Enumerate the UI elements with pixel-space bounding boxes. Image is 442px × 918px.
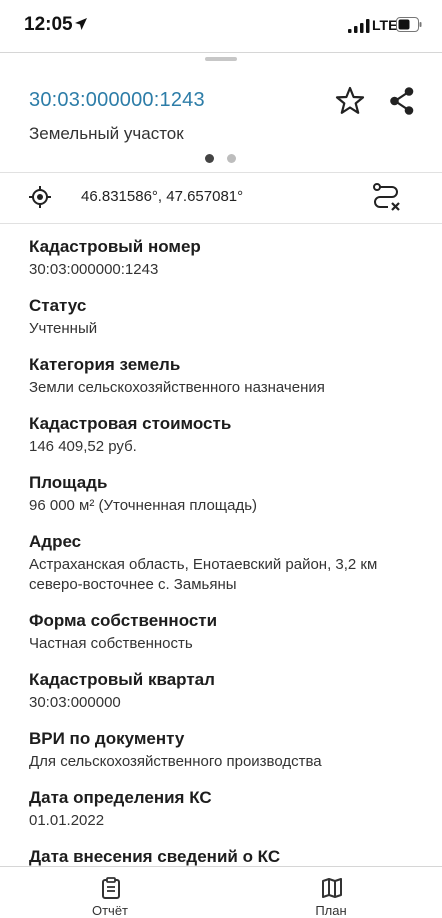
property-value: Земли сельскохозяйственного назначения <box>29 379 325 396</box>
property-label: Статус <box>29 296 87 315</box>
property-value[interactable]: 30:03:000000:1243 <box>29 261 159 278</box>
property-value: Учтенный <box>29 320 98 337</box>
property-value: 01.01.2022 <box>29 812 105 829</box>
property-label: Кадастровый номер <box>29 237 201 256</box>
property-item <box>29 609 429 654</box>
nav-label-report: Отчёт <box>91 903 129 918</box>
nav-item-report[interactable] <box>55 867 165 918</box>
property-item <box>29 412 429 457</box>
property-item <box>29 294 429 339</box>
coordinates-text: 46.831586°, 47.657081° <box>81 188 244 205</box>
property-label: Дата внесения сведений о КС <box>29 847 281 866</box>
star-icon[interactable] <box>334 85 366 117</box>
property-label: Форма собственности <box>29 611 218 630</box>
pager-dot[interactable] <box>227 154 236 163</box>
property-label: Категория земель <box>29 355 181 374</box>
property-label: Кадастровый квартал <box>29 670 215 689</box>
property-item <box>29 235 429 280</box>
property-label: Дата определения КС <box>29 788 212 807</box>
property-value: Для сельскохозяйственного производства <box>29 753 322 770</box>
status-time: 12:05 <box>24 14 73 35</box>
target-icon[interactable] <box>28 185 52 209</box>
property-item <box>29 786 429 831</box>
pager-dot-active[interactable] <box>205 154 214 163</box>
property-value: Астраханская область, Енотаевский район, 3,2 км северо-восточнее с. Замьяны <box>29 556 378 593</box>
status-bar <box>0 0 442 53</box>
map-icon <box>321 877 343 899</box>
property-label: Адрес <box>29 532 82 551</box>
property-item <box>29 727 429 772</box>
battery-icon <box>396 17 422 32</box>
cadastral-number-title[interactable]: 30:03:000000:1243 <box>29 89 205 111</box>
route-icon[interactable] <box>370 181 402 213</box>
property-item <box>29 353 429 398</box>
network-type: LTE <box>372 17 398 33</box>
property-value: Частная собственность <box>29 635 193 652</box>
signal-icon <box>348 19 370 33</box>
property-item <box>29 471 429 516</box>
property-value[interactable]: 30:03:000000 <box>29 694 121 711</box>
clipboard-icon <box>100 877 122 899</box>
sheet-drag-handle[interactable] <box>205 57 237 61</box>
property-value: 146 409,52 руб. <box>29 438 137 455</box>
object-type-subtitle: Земельный участок <box>29 124 184 143</box>
property-item <box>29 668 429 713</box>
property-list <box>29 235 429 904</box>
property-value: 96 000 м² (Уточненная площадь) <box>29 497 258 514</box>
property-item <box>29 530 429 595</box>
nav-label-plan: План <box>315 903 347 918</box>
location-arrow-icon <box>74 17 88 31</box>
coordinates-row[interactable] <box>0 172 442 224</box>
property-label: ВРИ по документу <box>29 729 185 748</box>
bottom-nav <box>0 866 442 918</box>
nav-item-plan[interactable] <box>276 867 386 918</box>
share-icon[interactable] <box>386 85 418 117</box>
property-label: Кадастровая стоимость <box>29 414 232 433</box>
property-label: Площадь <box>29 473 108 492</box>
